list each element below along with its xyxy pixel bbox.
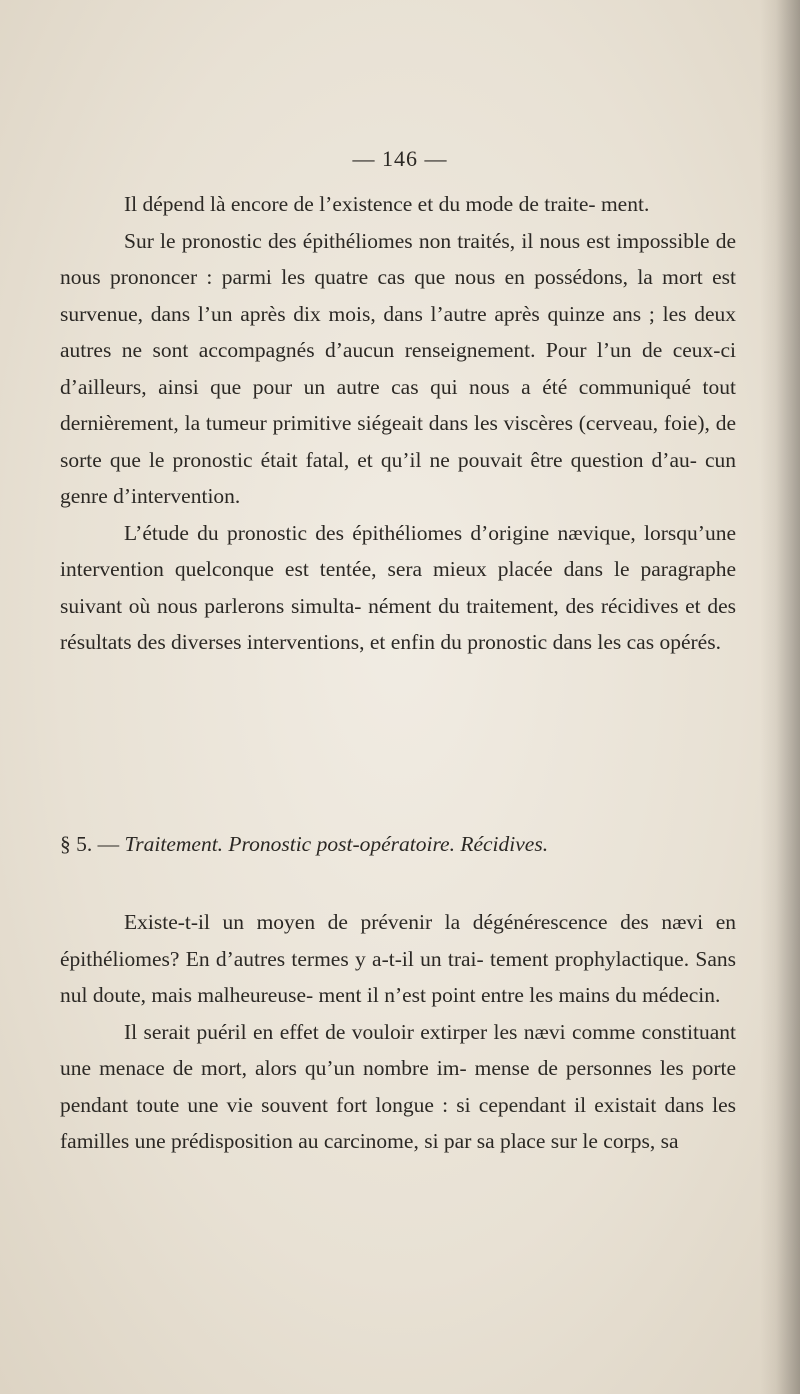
section-heading: [60, 832, 736, 857]
paragraph: Il serait puéril en effet de vouloir extirper les nævi comme constituant une menace de mort, alors qu’un nombre im- mense de personnes les porte pendant toute une vie souvent fort longue : si cependant il existait dans les familles une prédisposition au carcinome, si par sa place sur le corps, sa: [60, 1019, 736, 1153]
text-block-bottom: [60, 904, 736, 1160]
paragraph: Sur le pronostic des épithéliomes non traités, il nous est impossible de nous prononcer : parmi les quatre cas que nous en possédons, la mort est survenue, dans l’un après dix mois, dans l’autre après quinze ans ; les deux autres ne sont accompagnés d’aucun renseignement. Pour l’un de ceux-ci d’ailleurs, ainsi que pour un autre cas qui nous a été communiqué tout dernièrement, la tumeur primitive siégeait dans les viscères (cerveau, foie), de sorte que le pronostic était fatal, et qu’il ne pouvait être question d’au- cun genre d’intervention.: [60, 228, 736, 508]
paragraph: Il dépend là encore de l’existence et du mode de traite- ment.: [124, 192, 650, 216]
section-number: § 5. —: [60, 832, 120, 856]
page-number: — 146 —: [352, 146, 448, 171]
paragraph: Existe-t-il un moyen de prévenir la dégénérescence des nævi en épithéliomes? En d’autres termes y a-t-il un trai- tement prophylactique. Sans nul doute, mais malheureuse- ment il n’est point entre les mains du médecin.: [60, 910, 736, 1007]
text-block-top: [60, 186, 736, 661]
page-edge-shadow: [760, 0, 800, 1394]
section-title: Traitement. Pronostic post-opératoire. Récidives.: [124, 832, 549, 856]
paragraph: L’étude du pronostic des épithéliomes d’origine nævique, lorsqu’une intervention quelconque est tentée, sera mieux placée dans le paragraphe suivant où nous parlerons simulta- nément du traitement, des récidives et des résultats des diverses interventions, et enfin du pronostic dans les cas opérés.: [60, 520, 736, 654]
